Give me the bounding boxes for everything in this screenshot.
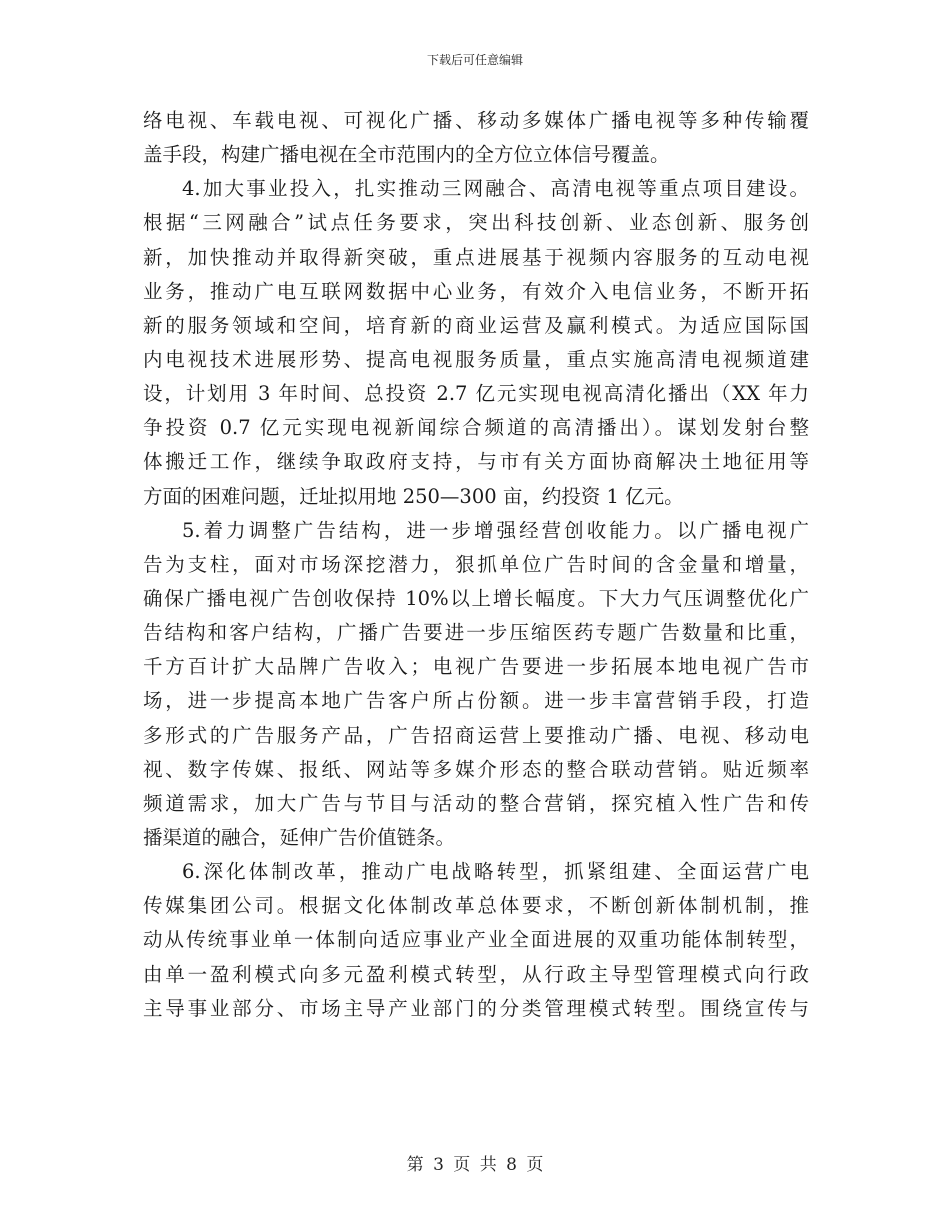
text-line: 内电视技术进展形势、提高电视服务质量，重点实施高清电视频道建 — [143, 347, 809, 371]
text-line: 新的服务领域和空间，培育新的商业运营及赢利模式。为适应国际国 — [143, 313, 809, 337]
text-line: 告结构和客户结构，广播广告要进一步压缩医药专题广告数量和比重， — [143, 621, 809, 645]
text-line: 络电视、车载电视、可视化广播、移动多媒体广播电视等多种传输覆 — [143, 109, 809, 132]
paragraph-1 — [143, 104, 809, 172]
text-line: 确保广播电视广告创收保持 10%以上增长幅度。下大力气压调整优化广 — [143, 586, 809, 610]
text-line: 盖手段，构建广播电视在全市范围内的全方位立体信号覆盖。 — [143, 143, 670, 167]
text-line: 争投资 0.7 亿元实现电视新闻综合频道的高清播出）。谋划发射台整 — [143, 416, 809, 440]
page-number-footer: 第 3 页 共 8 页 — [406, 1155, 544, 1175]
text-line: 5.着力调整广告结构，进一步增强经营创收能力。以广播电视广 — [182, 518, 809, 542]
text-line: 千方百计扩大品牌广告收入；电视广告要进一步拓展本地电视广告市 — [143, 655, 809, 679]
text-line: 新，加快推动并取得新突破，重点进展基于视频内容服务的互动电视 — [143, 245, 809, 269]
text-line: 由单一盈利模式向多元盈利模式转型，从行政主导型管理模式向行政 — [143, 962, 809, 986]
text-line: 6.深化体制改革，推动广电战略转型，抓紧组建、全面运营广电 — [182, 860, 809, 884]
text-line: 方面的困难问题，迁址拟用地 250—300 亩，约投资 1 亿元。 — [143, 484, 684, 508]
text-line: 4.加大事业投入，扎实推动三网融合、高清电视等重点项目建设。 — [182, 177, 809, 201]
text-line: 主导事业部分、市场主导产业部门的分类管理模式转型。围绕宣传与 — [143, 996, 809, 1020]
text-line: 传媒集团公司。根据文化体制改革总体要求，不断创新体制机制，推 — [143, 894, 809, 918]
document-body — [143, 104, 809, 1026]
page-header: 下载后可任意编辑 — [426, 53, 523, 67]
text-line: 视、数字传媒、报纸、网站等多媒介形态的整合联动营销。贴近频率 — [143, 757, 809, 781]
text-line: 告为支柱，面对市场深挖潜力，狠抓单位广告时间的含金量和增量， — [143, 552, 809, 576]
text-line: 动从传统事业单一体制向适应事业产业全面进展的双重功能体制转型， — [143, 928, 809, 952]
text-line: 设，计划用 3 年时间、总投资 2.7 亿元实现电视高清化播出（XX 年力 — [143, 382, 809, 406]
text-line: 根据“三网融合”试点任务要求，突出科技创新、业态创新、服务创 — [143, 211, 809, 235]
text-line: 业务，推动广电互联网数据中心业务，有效介入电信业务，不断开拓 — [143, 279, 809, 303]
paragraph-4 — [143, 855, 809, 1026]
text-line: 播渠道的融合，延伸广告价值链条。 — [143, 825, 456, 849]
text-line: 频道需求，加大广告与节目与活动的整合营销，探究植入性广告和传 — [143, 791, 809, 815]
text-line: 场，进一步提高本地广告客户所占份额。进一步丰富营销手段，打造 — [143, 689, 809, 713]
paragraph-2 — [143, 172, 809, 513]
paragraph-3 — [143, 514, 809, 855]
text-line: 体搬迁工作，继续争取政府支持，与市有关方面协商解决土地征用等 — [143, 450, 809, 474]
text-line: 多形式的广告服务产品，广告招商运营上要推动广播、电视、移动电 — [143, 723, 809, 747]
